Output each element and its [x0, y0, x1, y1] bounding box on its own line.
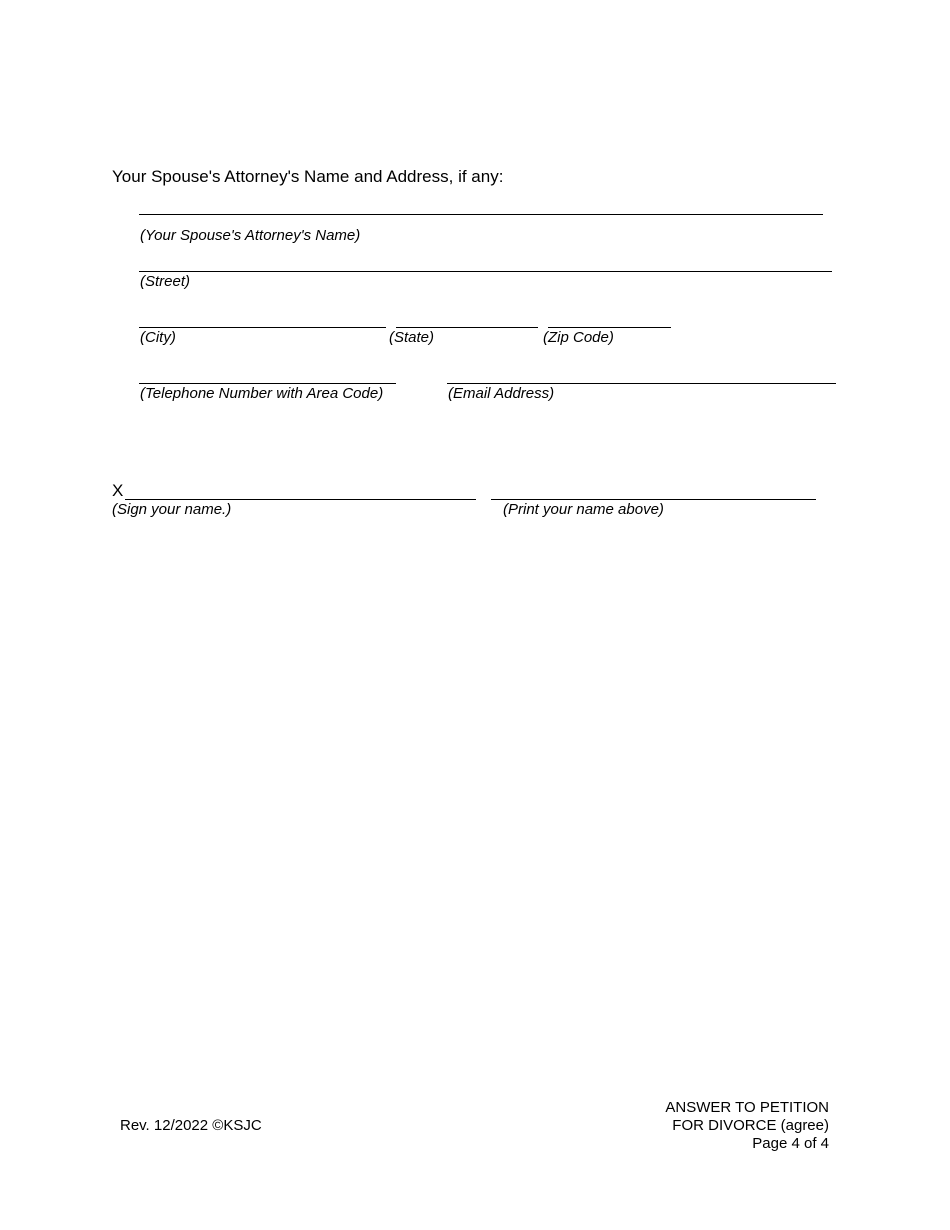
state-field[interactable] [396, 327, 538, 328]
attorney-name-caption: (Your Spouse's Attorney's Name) [140, 227, 361, 244]
email-field[interactable] [447, 383, 836, 384]
revision-note: Rev. 12/2022 ©KSJC [120, 1117, 262, 1134]
zip-code-caption: (Zip Code) [543, 329, 614, 346]
printed-name-field[interactable] [491, 499, 816, 500]
city-field[interactable] [139, 327, 386, 328]
zip-code-field[interactable] [548, 327, 671, 328]
telephone-field[interactable] [139, 383, 396, 384]
print-name-caption: (Print your name above) [503, 501, 664, 518]
telephone-caption: (Telephone Number with Area Code) [140, 385, 384, 402]
attorney-name-field[interactable] [139, 214, 823, 215]
street-caption: (Street) [140, 273, 191, 290]
state-caption: (State) [389, 329, 435, 346]
street-field[interactable] [139, 271, 832, 272]
signature-field[interactable] [125, 499, 476, 500]
sign-name-caption: (Sign your name.) [112, 501, 232, 518]
form-title-line-2: FOR DIVORCE (agree) [672, 1117, 829, 1134]
email-caption: (Email Address) [448, 385, 555, 402]
page-number: Page 4 of 4 [752, 1135, 829, 1152]
section-heading: Your Spouse's Attorney's Name and Address, if any: [112, 167, 504, 186]
form-footer [665, 1099, 829, 1153]
signature-x-mark: X [112, 481, 124, 500]
city-caption: (City) [140, 329, 176, 346]
form-title-line-1: ANSWER TO PETITION [665, 1099, 829, 1116]
